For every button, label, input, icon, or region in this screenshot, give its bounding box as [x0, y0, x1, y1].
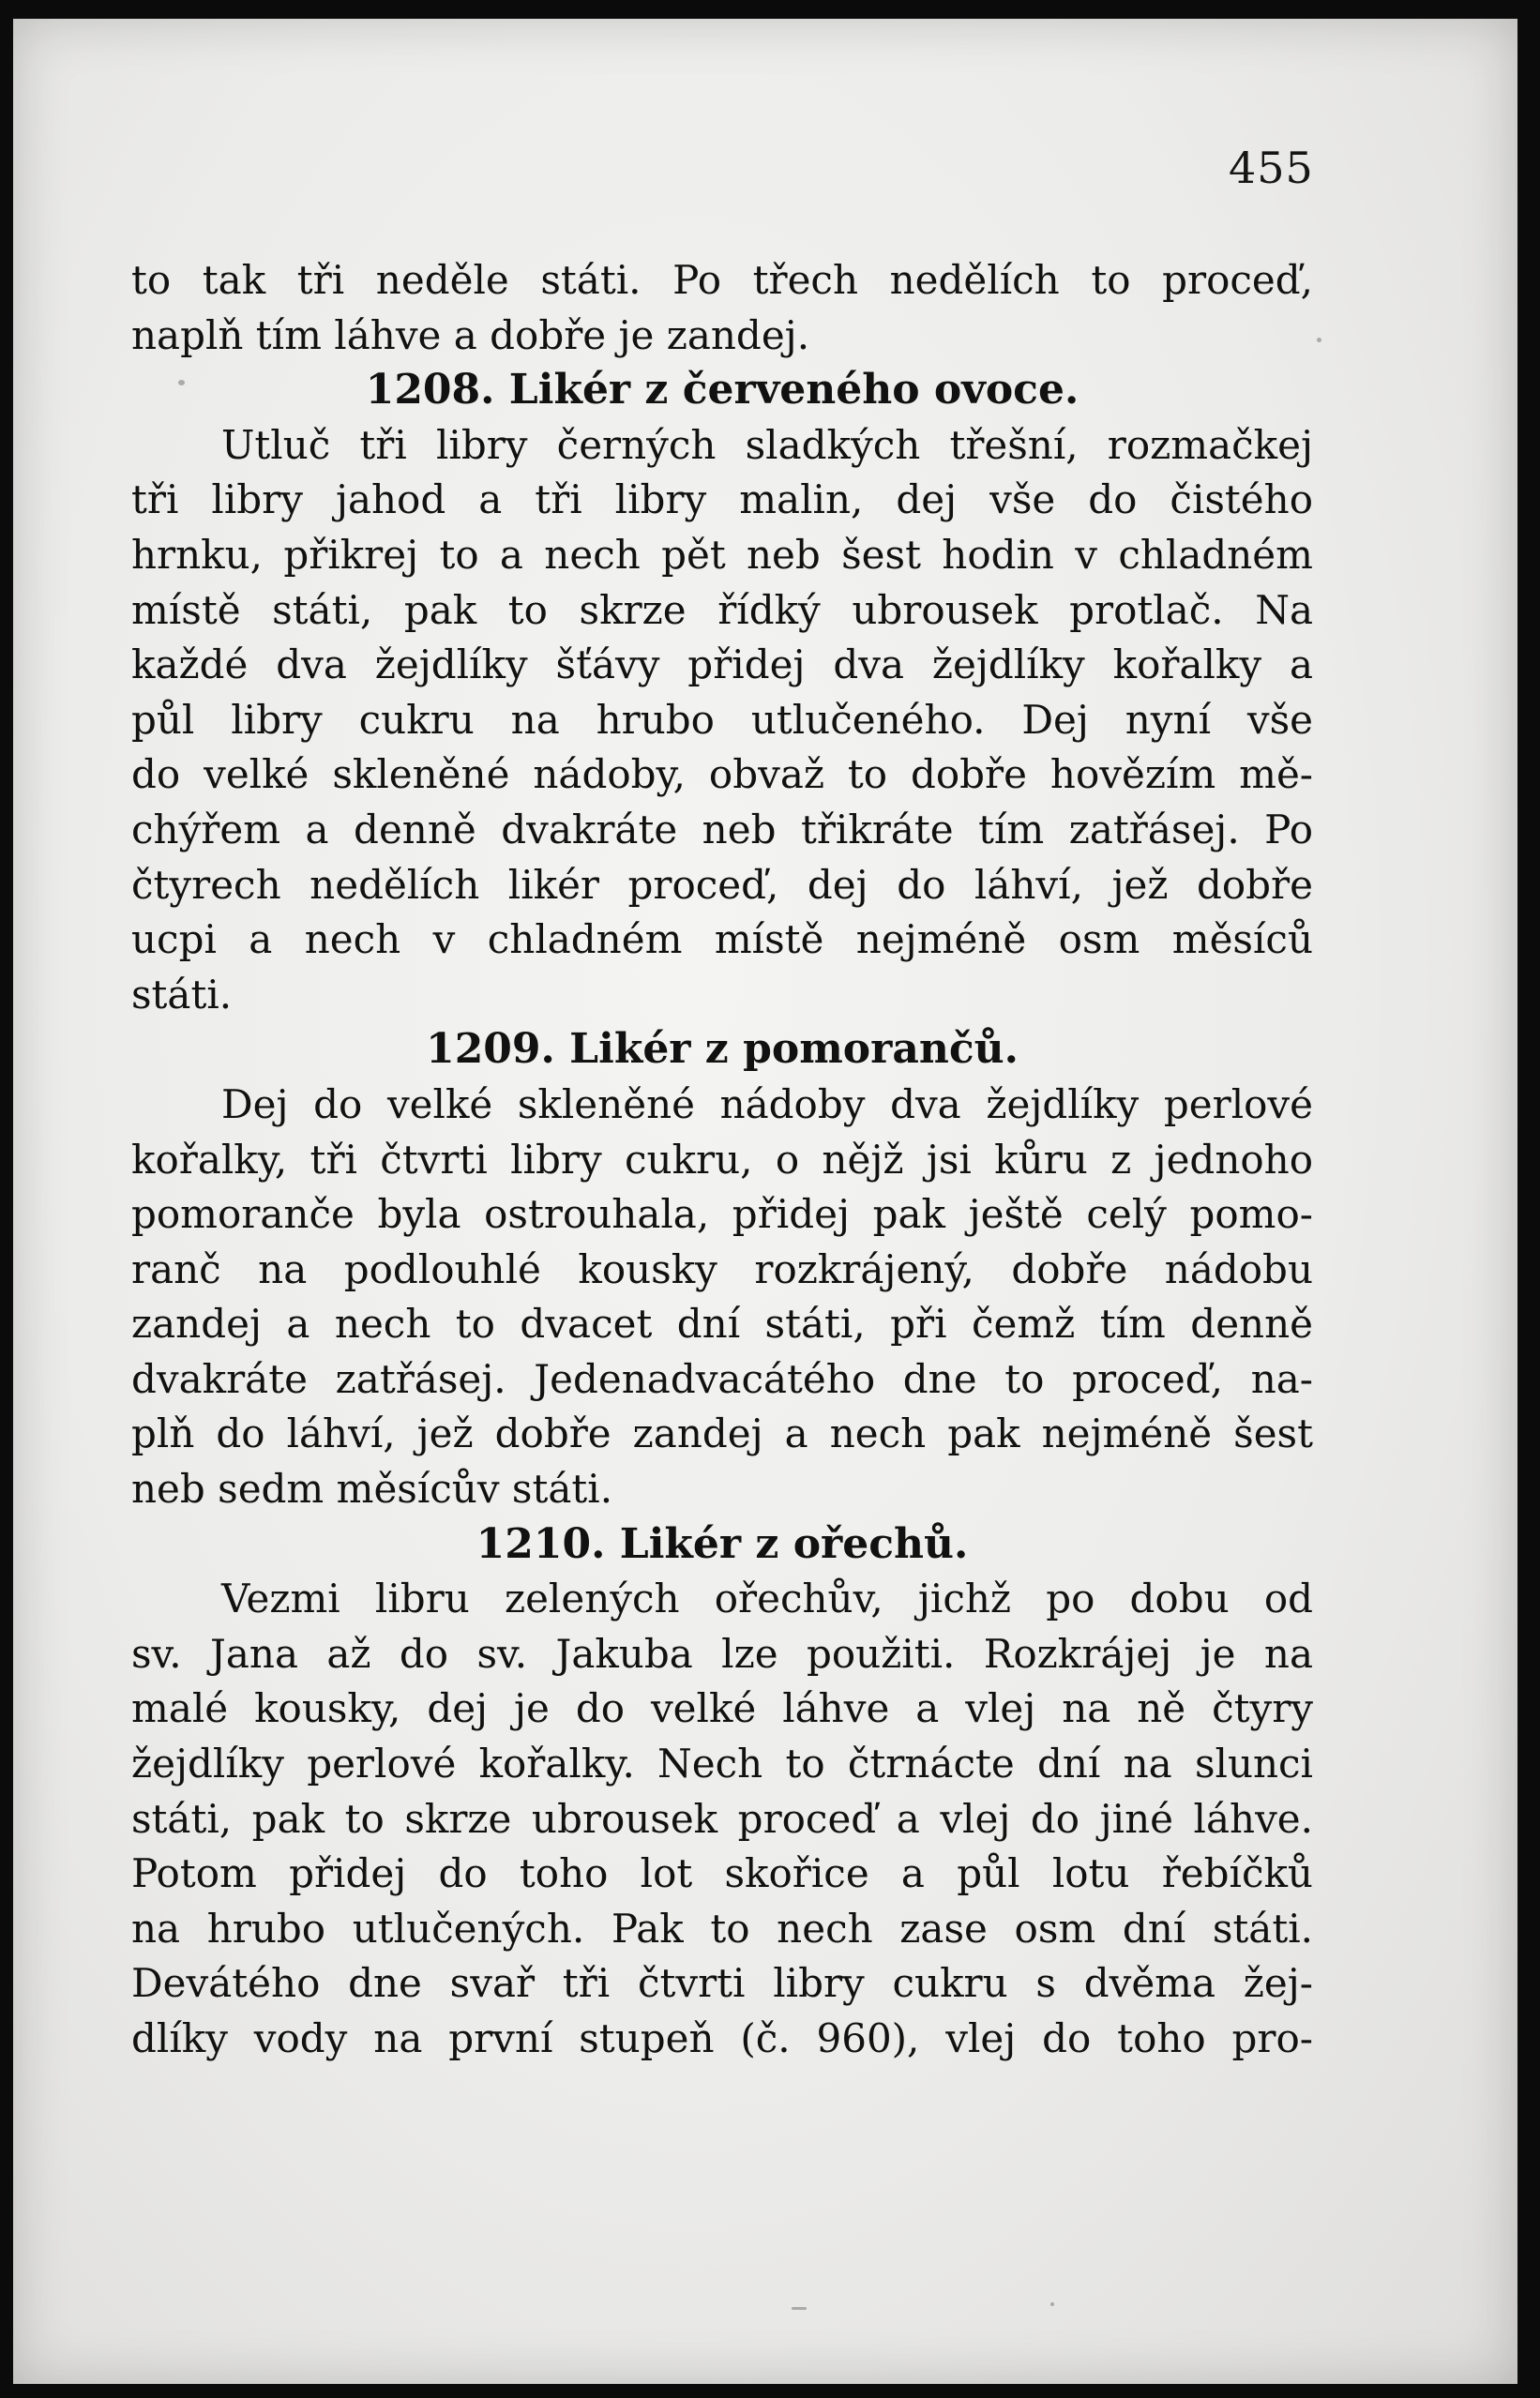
text-line: ranč na podlouhlé kousky rozkrájený, dobře nádobu	[131, 1245, 1313, 1292]
text-line: na hrubo utlučených. Pak to nech zase osm dní státi.	[131, 1905, 1313, 1952]
recipe-heading: 1208. Likér z červeného ovoce.	[365, 366, 1080, 415]
text-line: do velké skleněné nádoby, obvaž to dobře hovězím mě-	[131, 751, 1313, 798]
paper-speck	[1317, 338, 1321, 342]
text-line: to tak tři neděle státi. Po třech nedělích to proceď,	[131, 257, 1313, 303]
text-line: Potom přidej do toho lot skořice a půl lotu řebíčků	[131, 1850, 1313, 1897]
text-line: státi.	[131, 971, 233, 1018]
text-line: dvakráte zatřásej. Jedenadvacátého dne to proceď, na-	[131, 1355, 1313, 1402]
recipe-heading: 1209. Likér z pomorančů.	[426, 1025, 1019, 1074]
text-line: pomoranče byla ostrouhala, přidej pak ještě celý pomo-	[131, 1191, 1313, 1238]
paragraph-first-line: Utluč tři libry černých sladkých třešní, rozmačkej	[221, 421, 1313, 468]
recipe-heading: 1210. Likér z ořechů.	[476, 1519, 969, 1568]
paragraph-first-line: Dej do velké skleněné nádoby dva žejdlíky perlové	[221, 1080, 1313, 1127]
text-line: dlíky vody na první stupeň (č. 960), vlej do toho pro-	[131, 2015, 1313, 2061]
text-line: chýřem a denně dvakráte neb třikráte tím zatřásej. Po	[131, 806, 1313, 852]
text-line: ucpi a nech v chladném místě nejméně osm měsíců	[131, 916, 1313, 963]
text-line: malé kousky, dej je do velké láhve a vlej na ně čtyry	[131, 1685, 1313, 1732]
text-line: každé dva žejdlíky šťávy přidej dva žejdlíky kořalky a	[131, 641, 1313, 688]
text-line: naplň tím láhve a dobře je zandej.	[131, 311, 810, 358]
page-number: 455	[1229, 143, 1314, 193]
text-line: kořalky, tři čtvrti libry cukru, o nějž jsi kůru z jednoho	[131, 1136, 1313, 1183]
paragraph-first-line: Vezmi libru zelených ořechův, jichž po dobu od	[221, 1576, 1313, 1622]
text-line: tři libry jahod a tři libry malin, dej vše do čistého	[131, 476, 1313, 523]
text-line: státi, pak to skrze ubrousek proceď a vlej do jiné láhve.	[131, 1795, 1313, 1842]
text-line: sv. Jana až do sv. Jakuba lze použiti. Rozkrájej je na	[131, 1630, 1313, 1677]
text-line: hrnku, přikrej to a nech pět neb šest hodin v chladném	[131, 531, 1313, 578]
text-line: místě státi, pak to skrze řídký ubrousek protlač. Na	[131, 586, 1313, 633]
text-line: Devátého dne svař tři čtvrti libry cukru s dvěma žej-	[131, 1960, 1313, 2007]
text-line: půl libry cukru na hrubo utlučeného. Dej nyní vše	[131, 696, 1313, 743]
text-line: plň do láhví, jež dobře zandej a nech pak nejméně šest	[131, 1410, 1313, 1457]
paper-speck	[1050, 2302, 1054, 2306]
text-line: žejdlíky perlové kořalky. Nech to čtrnácte dní na slunci	[131, 1741, 1313, 1787]
text-line: čtyrech nedělích likér proceď, dej do láhví, jež dobře	[131, 861, 1313, 908]
text-line: zandej a nech to dvacet dní státi, při čemž tím denně	[131, 1301, 1313, 1348]
paper-speck	[792, 2307, 807, 2310]
page-text	[131, 253, 1313, 2067]
text-line: neb sedm měsícův státi.	[131, 1466, 613, 1513]
